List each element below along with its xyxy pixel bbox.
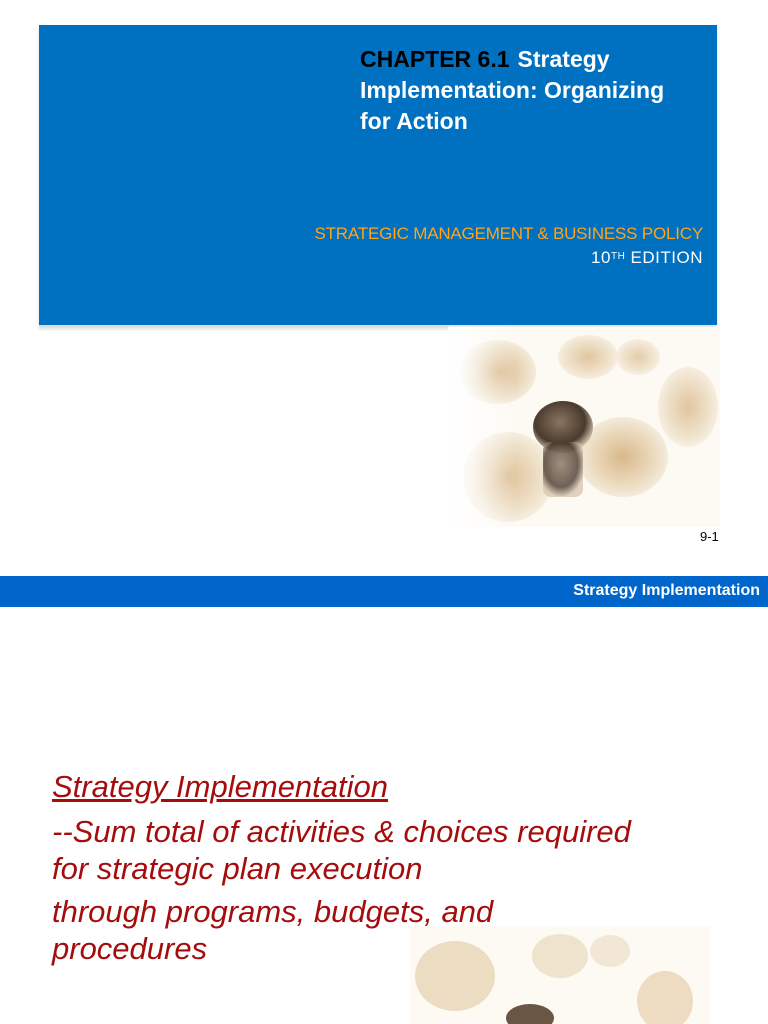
title-band: [39, 25, 717, 325]
body-line-1: --Sum total of activities & choices required for strategic plan execution: [52, 814, 631, 886]
body-heading: Strategy Implementation: [52, 769, 389, 804]
band-shadow: [39, 325, 449, 331]
body-text: [52, 768, 652, 967]
edition: [314, 245, 703, 271]
chapter-label: CHAPTER 6.1: [360, 46, 510, 72]
book-title: STRATEGIC MANAGEMENT & BUSINESS POLICY: [314, 224, 703, 243]
edition-number: 10: [591, 248, 611, 267]
header-bar: [0, 576, 768, 607]
slide-number: 9-1: [700, 529, 719, 544]
chapter-title: Strategy Implementation: Organizing for Action: [360, 46, 665, 134]
edition-suffix: TH: [610, 251, 626, 262]
slide-title: [360, 44, 700, 137]
content-slide: [0, 576, 768, 1024]
header-title: Strategy Implementation: [573, 582, 760, 599]
book-info: [314, 223, 703, 271]
chess-pieces-image: [448, 327, 720, 527]
edition-word: EDITION: [630, 248, 703, 267]
body-line-2: through programs, budgets, and procedures: [52, 894, 494, 966]
